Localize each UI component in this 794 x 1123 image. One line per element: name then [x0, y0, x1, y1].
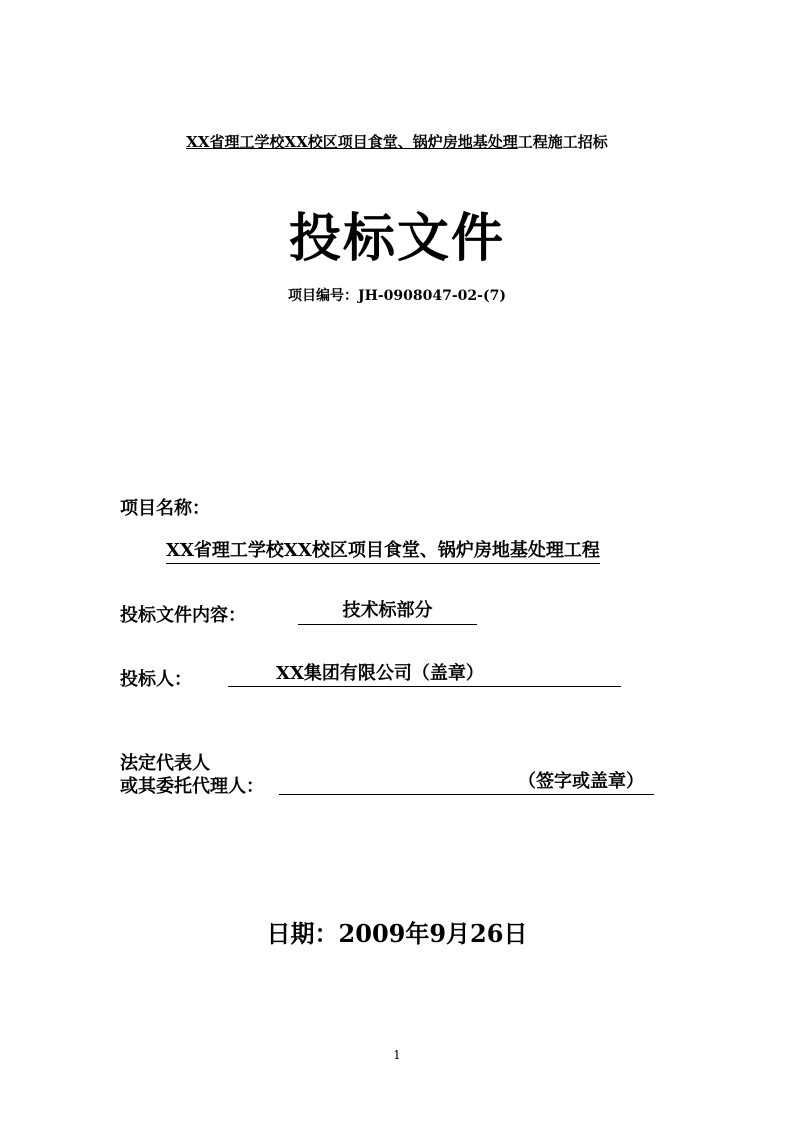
content-label: 投标文件内容： [120, 605, 246, 626]
main-title: 投标文件 [288, 208, 505, 269]
representative-label-line2: 或其委托代理人： [120, 776, 264, 797]
header-title-underlined: XX省理工学校XX校区项目食堂、锅炉房地基处理 [186, 133, 518, 151]
representative-signature-line: （签字或盖章） [279, 769, 654, 795]
date-line: 日期：2009年9月26日 [266, 919, 528, 948]
project-name-value: XX省理工学校XX校区项目食堂、锅炉房地基处理工程 [166, 536, 600, 564]
header-title-rest: 工程施工招标 [517, 133, 608, 151]
bidder-value: XX集团有限公司（盖章） [228, 661, 621, 687]
representative-label-line1: 法定代表人 [120, 753, 210, 774]
content-value: 技术标部分 [298, 598, 477, 625]
bidder-label: 投标人： [120, 669, 192, 690]
project-number: 项目编号：JH-0908047-02-(7) [288, 288, 506, 304]
header-title [0, 131, 794, 152]
project-name-label: 项目名称： [120, 498, 210, 519]
page-number: 1 [393, 1048, 401, 1062]
